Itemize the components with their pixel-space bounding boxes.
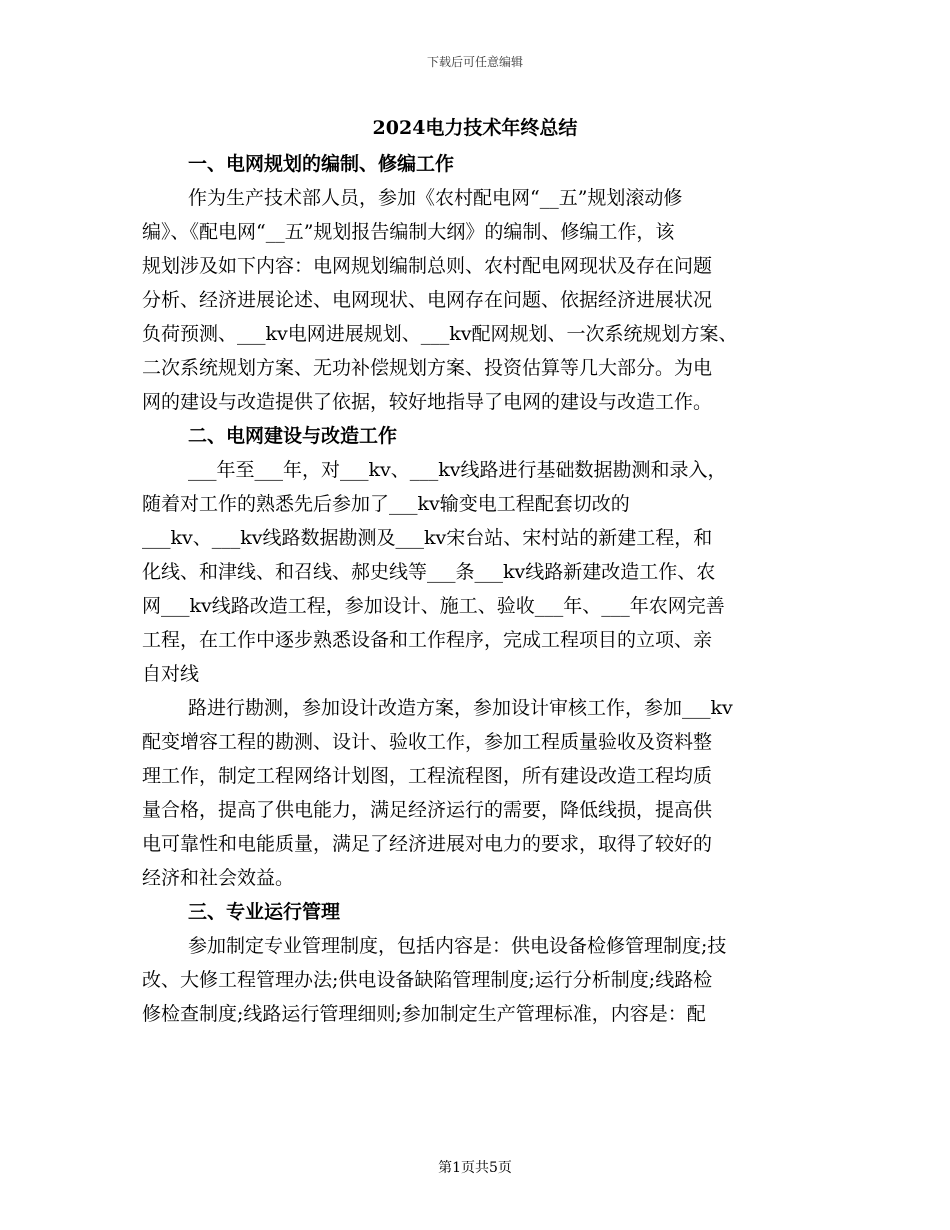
text-line: 修检查制度;线路运行管理细则;参加制定生产管理标准，内容是：配 xyxy=(142,1003,706,1025)
page-number: 第1页共5页 xyxy=(438,1160,512,1176)
text-line: 改、大修工程管理办法;供电设备缺陷管理制度;运行分析制度;线路检 xyxy=(142,969,713,991)
text-line: 网___kv线路改造工程，参加设计、施工、验收___年、___年农网完善 xyxy=(142,595,725,617)
section-2 xyxy=(142,419,812,895)
text-line: 作为生产技术部人员，参加《农村配电网“__五”规划滚动修 xyxy=(188,187,683,209)
text-line: 工程，在工作中逐步熟悉设备和工作程序，完成工程项目的立项、亲 xyxy=(142,629,713,651)
text-line: 电可靠性和电能质量，满足了经济进展对电力的要求，取得了较好的 xyxy=(142,833,713,855)
text-line: 自对线 xyxy=(142,663,200,685)
paragraph xyxy=(142,181,812,419)
section-3 xyxy=(142,895,812,1031)
text-line: 随着对工作的熟悉先后参加了___kv输变电工程配套切改的 xyxy=(142,493,630,515)
text-line: 配变增容工程的勘测、设计、验收工作，参加工程质量验收及资料整 xyxy=(142,731,713,753)
text-line: 网的建设与改造提供了依据，较好地指导了电网的建设与改造工作。 xyxy=(142,391,713,413)
document-title: 2024电力技术年终总结 xyxy=(372,117,578,139)
text-line: 编》、《配电网“__五”规划报告编制大纲》的编制、修编工作，该 xyxy=(142,221,675,243)
section-heading: 一、电网规划的编制、修编工作 xyxy=(188,153,455,175)
paragraph xyxy=(142,929,812,1031)
paragraph xyxy=(142,453,812,691)
page-header-note: 下载后可任意编辑 xyxy=(426,55,523,69)
text-line: 量合格，提高了供电能力，满足经济运行的需要，降低线损，提高供 xyxy=(142,799,713,821)
text-line: 理工作，制定工程网络计划图，工程流程图，所有建设改造工程均质 xyxy=(142,765,713,787)
text-line: 经济和社会效益。 xyxy=(142,867,295,889)
text-line: 规划涉及如下内容：电网规划编制总则、农村配电网现状及存在问题 xyxy=(142,255,713,277)
section-heading: 三、专业运行管理 xyxy=(188,901,341,923)
text-line: 参加制定专业管理制度，包括内容是：供电设备检修管理制度;技 xyxy=(188,935,727,957)
text-line: 二次系统规划方案、无功补偿规划方案、投资估算等几大部分。为电 xyxy=(142,357,713,379)
text-line: 分析、经济进展论述、电网现状、电网存在问题、依据经济进展状况 xyxy=(142,289,713,311)
section-1 xyxy=(142,147,812,419)
document-body xyxy=(142,147,812,1031)
text-line: 化线、和津线、和召线、郝史线等___条___kv线路新建改造工作、农 xyxy=(142,561,716,583)
text-line: 路进行勘测，参加设计改造方案，参加设计审核工作，参加___kv xyxy=(188,697,733,719)
text-line: ___kv、___kv线路数据勘测及___kv宋台站、宋村站的新建工程，和 xyxy=(142,527,713,549)
text-line: 负荷预测、___kv电网进展规划、___kv配网规划、一次系统规划方案、 xyxy=(142,323,738,345)
paragraph xyxy=(142,691,812,895)
text-line: ___年至___年，对___kv、___kv线路进行基础数据勘测和录入， xyxy=(188,459,727,481)
section-heading: 二、电网建设与改造工作 xyxy=(188,425,398,447)
